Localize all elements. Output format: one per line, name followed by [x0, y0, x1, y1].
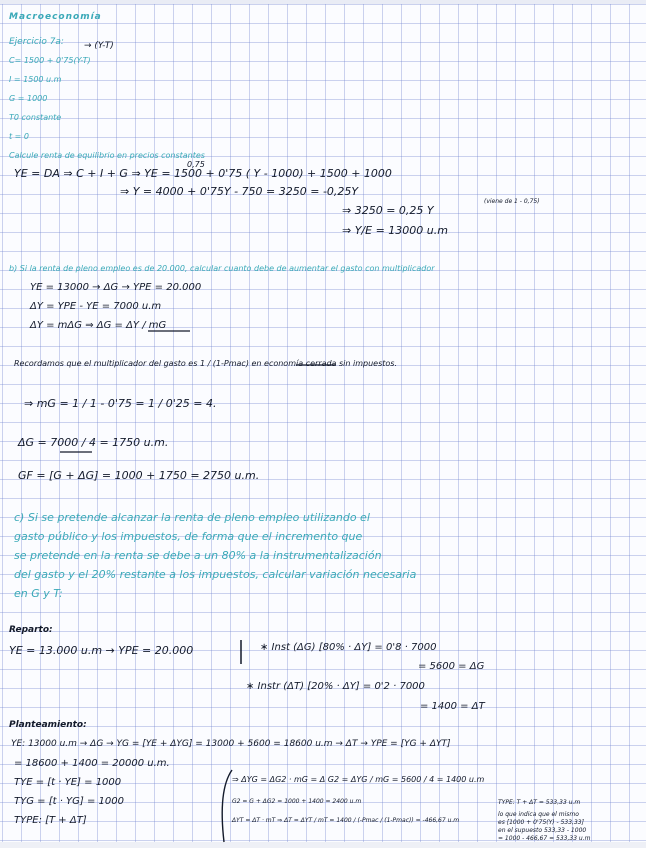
part-b-line-3: ΔY = mΔG ⇒ ΔG = ΔY / mG [30, 320, 167, 331]
tax-line-3: TYPE: [T + ΔT] [14, 815, 87, 826]
part-c-prompt-line-1: c) Si se pretende alcanzar la renta de pleno empleo utilizando el [14, 511, 370, 524]
part-b-multiplier-line: ⇒ mG = 1 / 1 - 0'75 = 1 / 0'25 = 4. [24, 397, 217, 410]
page-title: Macroeconomía [9, 12, 102, 22]
header-line-rate: t = 0 [9, 132, 30, 141]
reparto-label: Reparto: [9, 625, 53, 635]
calculation-box-bracket [222, 770, 232, 842]
part-a-result-line: ⇒ Y/E = 13000 u.m [342, 224, 448, 237]
plan-line-2: = 18600 + 1400 = 20000 u.m. [14, 758, 170, 769]
part-b-final-g-line: GF = [G + ΔG] = 1000 + 1750 = 2750 u.m. [18, 469, 260, 482]
header-line-taxes: T0 constante [9, 113, 62, 122]
part-c-prompt-line-4: del gasto y el 20% restante a los impuestos, calcular variación necesaria [14, 568, 417, 581]
reparto-line-2: ∗ Inst (ΔG) [80% · ΔY] = 0'8 · 7000 [260, 642, 437, 653]
part-b-delta-g-line: ΔG = 7000 / 4 = 1750 u.m. [18, 436, 169, 449]
part-a-over-note: 0,75 [187, 160, 205, 169]
header-line-exercise: Ejercicio 7a: [9, 37, 64, 47]
right-note-5: = 1000 - 466,67 = 533,33 u.m [498, 835, 591, 842]
header-line-government: G = 1000 [9, 94, 48, 103]
planteamiento-label: Planteamiento: [9, 720, 87, 730]
part-c-prompt-line-3: se pretende en la renta se debe a un 80% a la instrumentalización [14, 549, 382, 562]
part-c-prompt-line-2: gasto público y los impuestos, de forma que el incremento que [14, 530, 363, 543]
part-b-line-2: ΔY = YPE - YE = 7000 u.m [30, 301, 162, 312]
right-note-1: TYPE: T + ΔT = 533,33 u.m [498, 799, 581, 806]
reparto-line-3: = 5600 = ΔG [418, 661, 485, 672]
reparto-line-1: YE = 13.000 u.m → YPE = 20.000 [9, 644, 194, 657]
header-line-investment: I = 1500 u.m [9, 75, 62, 84]
plan-line-1: YE: 13000 u.m → ΔG → YG = [YE + ΔYG] = 13000 + 5600 = 18600 u.m → ΔT → YPE = [YG + ΔYT] [11, 739, 451, 749]
part-a-side-note: (viene de 1 - 0,75) [484, 198, 540, 205]
right-note-4: en el supuesto 533,33 - 1000 [498, 827, 587, 834]
part-a-prompt: Calcule renta de equilibrio en precios constantes [9, 151, 205, 160]
reparto-line-5: = 1400 = ΔT [420, 701, 485, 712]
header-aside: → (Y-T) [84, 41, 114, 51]
part-b-explanation: Recordamos que el multiplicador del gasto es 1 / (1-Pmac) en economía cerrada sin impuestos. [14, 359, 397, 368]
part-b-prompt: b) Si la renta de pleno empleo es de 20.000, calcular cuanto debe de aumentar el gasto con multiplicador [9, 264, 435, 273]
part-c-prompt-line-5: en G y T: [14, 587, 63, 600]
box-line-3: ΔYT = ΔT · mT ⇒ ΔT = ΔYT / mT = 1400 / (-Pmac / (1-Pmac)) = -466,67 u.m [232, 817, 460, 824]
right-note-3: es [1000 + 0'75(Y) - 533,33] [498, 819, 584, 826]
header-line-consumption: C= 1500 + 0'75(Y-T) [9, 56, 91, 65]
part-a-equilibrium-line: YE = DA ⇒ C + I + G ⇒ YE = 1500 + 0'75 ( Y - 1000) + 1500 + 1000 [14, 167, 392, 180]
part-a-simplify-line: ⇒ 3250 = 0,25 Y [342, 204, 434, 217]
tax-line-2: TYG = [t · YG] = 1000 [14, 796, 125, 807]
reparto-line-4: ∗ Instr (ΔT) [20% · ΔY] = 0'2 · 7000 [246, 681, 425, 692]
part-b-line-1: YE = 13000 → ΔG → YPE = 20.000 [30, 282, 202, 293]
box-line-1: ⇒ ΔYG = ΔG2 · mG = Δ G2 = ΔYG / mG = 5600 / 4 = 1400 u.m [232, 775, 485, 784]
tax-line-1: TYE = [t · YE] = 1000 [14, 777, 122, 788]
right-note-2: lo que indica que el mismo [498, 811, 579, 818]
part-a-solve-line: ⇒ Y = 4000 + 0'75Y - 750 = 3250 = -0,25Y [120, 185, 359, 198]
box-line-2: G2 = G + ΔG2 = 1000 + 1400 = 2400 u.m [232, 798, 362, 805]
